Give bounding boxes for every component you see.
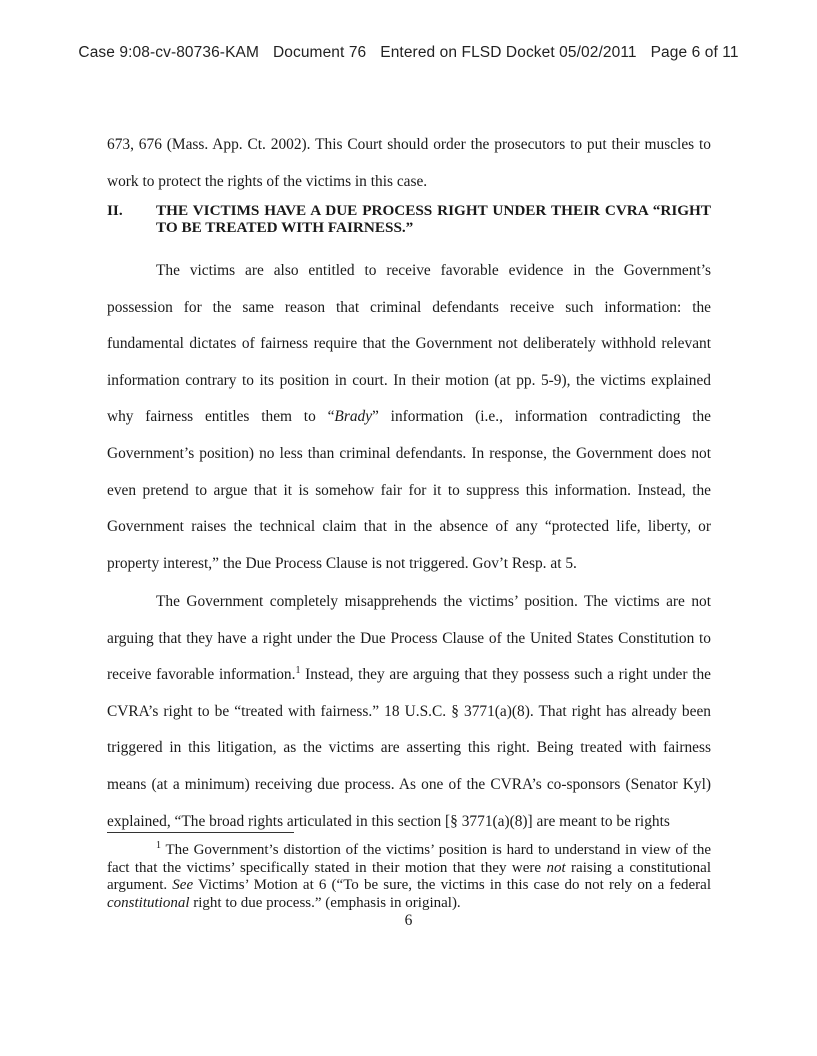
- footnote-part-c: Victims’ Motion at 6 (“To be sure, the victims in this case do not rely on a federal: [193, 877, 712, 894]
- paragraph-misapprehends-part-b: Instead, they are arguing that they possess such a right under the CVRA’s right to be “treated with fairness.” 18 U.S.C. § 3771(a)(8). That right has already been triggered in this litigation, as the victims are asserting this right. Being treated with fairness means (at a minimum) receiving due process. As one of the CVRA’s co-sponsors (Senator Kyl) explained, “The broad rights articulated in this section [§ 3771(a)(8)] are meant to be rights: [107, 666, 712, 830]
- footnote-reference: 1: [295, 665, 301, 677]
- section-title: THE VICTIMS HAVE A DUE PROCESS RIGHT UNDER THEIR CVRA “RIGHT TO BE TREATED WITH FAIRNESS.”: [156, 202, 711, 236]
- footnote-divider: [107, 832, 294, 833]
- footnote-part-d: right to due process.” (emphasis in original).: [189, 894, 461, 911]
- paragraph-fairness-part-b: ” information (i.e., information contradicting the Government’s position) no less than criminal defendants. In response, the Government does not even pretend to argue that it is somehow fair for it to suppress this information. Instead, the Government raises the technical claim that in the absence of any “protected life, liberty, or property interest,” the Due Process Clause is not triggered. Gov’t Resp. at 5.: [107, 408, 711, 572]
- docket-header: [0, 44, 817, 62]
- entered-date: Entered on FLSD Docket 05/02/2011: [380, 44, 637, 61]
- footnote-italic-not: not: [546, 859, 566, 876]
- footnote-marker: 1: [156, 840, 161, 851]
- case-number: Case 9:08-cv-80736-KAM: [78, 44, 259, 61]
- footnote-italic-see: See: [172, 877, 194, 894]
- paragraph-fairness-part-a: The victims are also entitled to receive favorable evidence in the Government’s possession for the same reason that criminal defendants receive such information: the fundamental dictates of fairness require that the Government not deliberately withhold relevant information contrary to its position in court. In their motion (at pp. 5-9), the victims explained why fairness entitles them to “: [107, 262, 711, 426]
- paragraph-misapprehends: [107, 584, 711, 840]
- footnote-italic-constitutional: constitutional: [107, 894, 190, 911]
- brady-term: Brady: [334, 408, 373, 426]
- paragraph-misapprehends-part-a: The Government completely misapprehends the victims’ position. The victims are not arguing that they have a right under the Due Process Clause of the United States Constitution to receive favorable information.: [107, 593, 711, 684]
- document-number: Document 76: [272, 44, 367, 61]
- section-heading: [107, 202, 711, 236]
- section-number: II.: [107, 202, 123, 219]
- footnote: [107, 842, 711, 912]
- paragraph-continuation: 673, 676 (Mass. App. Ct. 2002). This Court should order the prosecutors to put their muscles to work to protect the rights of the victims in this case.: [107, 136, 711, 190]
- footnote-part-b: raising a constitutional argument.: [107, 859, 711, 894]
- paragraph-fairness: [107, 253, 711, 582]
- footnote-part-a: The Government’s distortion of the victims’ position is hard to understand in view of the fact that the victims’ specifically stated in their motion that they were: [107, 842, 711, 876]
- page-number: 6: [404, 912, 413, 929]
- page-count: Page 6 of 11: [650, 44, 739, 61]
